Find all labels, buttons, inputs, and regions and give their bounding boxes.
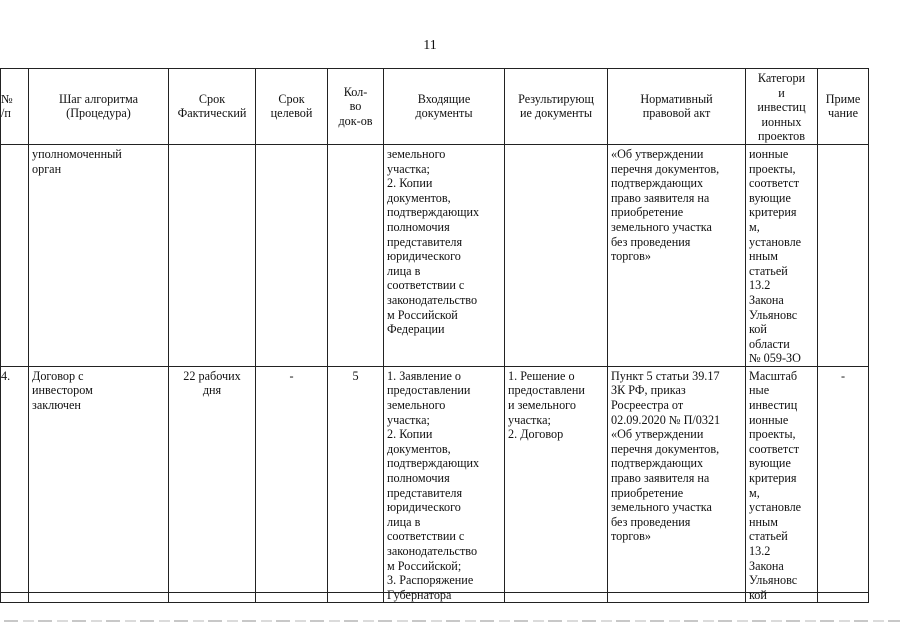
header-note: Приме чание xyxy=(818,69,869,145)
cell-num: 4. xyxy=(1,366,29,603)
cell-legal-act: Пункт 5 статьи 39.17 ЗК РФ, приказ Росреестра от 02.09.2020 № П/0321 «Об утверждении перечня документов, подтверждающих право заявителя на приобретение земельного участка без проведения торгов» xyxy=(608,366,746,603)
cell-result-docs xyxy=(505,144,608,366)
header-doc-count: Кол- во док-ов xyxy=(328,69,384,145)
header-term-target: Срок целевой xyxy=(256,69,328,145)
cell-incoming-docs: 1. Заявление о предоставлении земельного участка; 2. Копии документов, подтверждающих полномочия представителя юридического лица в соответствии с законодательство м Российской; 3. Распоряжение Губернатора xyxy=(384,366,505,603)
cell-legal-act: «Об утверждении перечня документов, подтверждающих право заявителя на приобретение земельного участка без проведения торгов» xyxy=(608,144,746,366)
table-row xyxy=(1,366,869,603)
header-category: Категори и инвестиц ионных проектов xyxy=(746,69,818,145)
algorithm-table xyxy=(0,68,869,603)
cell-category: ионные проекты, соответст вующие критерия м, установле нным статьей 13.2 Закона Ульяновс кой области № 059-ЗО xyxy=(746,144,818,366)
header-term-actual: Срок Фактический xyxy=(169,69,256,145)
table-header-row xyxy=(1,69,869,145)
cell-term-target: - xyxy=(256,366,328,603)
page-number: 11 xyxy=(423,38,437,53)
cell-step: Договор с инвестором заключен xyxy=(29,366,169,603)
table-row xyxy=(1,144,869,366)
cell-doc-count: 5 xyxy=(328,366,384,603)
cell-incoming-docs: земельного участка; 2. Копии документов, подтверждающих полномочия представителя юридического лица в соответствии с законодательство м Российской Федерации xyxy=(384,144,505,366)
scan-artifact-strip xyxy=(4,620,900,622)
header-legal-act: Нормативный правовой акт xyxy=(608,69,746,145)
cell-result-docs: 1. Решение о предоставлени и земельного участка; 2. Договор xyxy=(505,366,608,603)
header-num: № /п xyxy=(1,69,29,145)
cell-term-actual xyxy=(169,144,256,366)
header-incoming-docs: Входящие документы xyxy=(384,69,505,145)
cell-note xyxy=(818,144,869,366)
cell-doc-count xyxy=(328,144,384,366)
cell-term-actual: 22 рабочих дня xyxy=(169,366,256,603)
header-result-docs: Результирующ ие документы xyxy=(505,69,608,145)
cell-term-target xyxy=(256,144,328,366)
cell-category: Масштаб ные инвестиц ионные проекты, соответст вующие критерия м, установле нным статьей 13.2 Закона Ульяновс кой xyxy=(746,366,818,603)
header-step: Шаг алгоритма (Процедура) xyxy=(29,69,169,145)
cell-step: уполномоченный орган xyxy=(29,144,169,366)
table-bottom-rule xyxy=(0,592,868,593)
cell-note: - xyxy=(818,366,869,603)
cell-num xyxy=(1,144,29,366)
